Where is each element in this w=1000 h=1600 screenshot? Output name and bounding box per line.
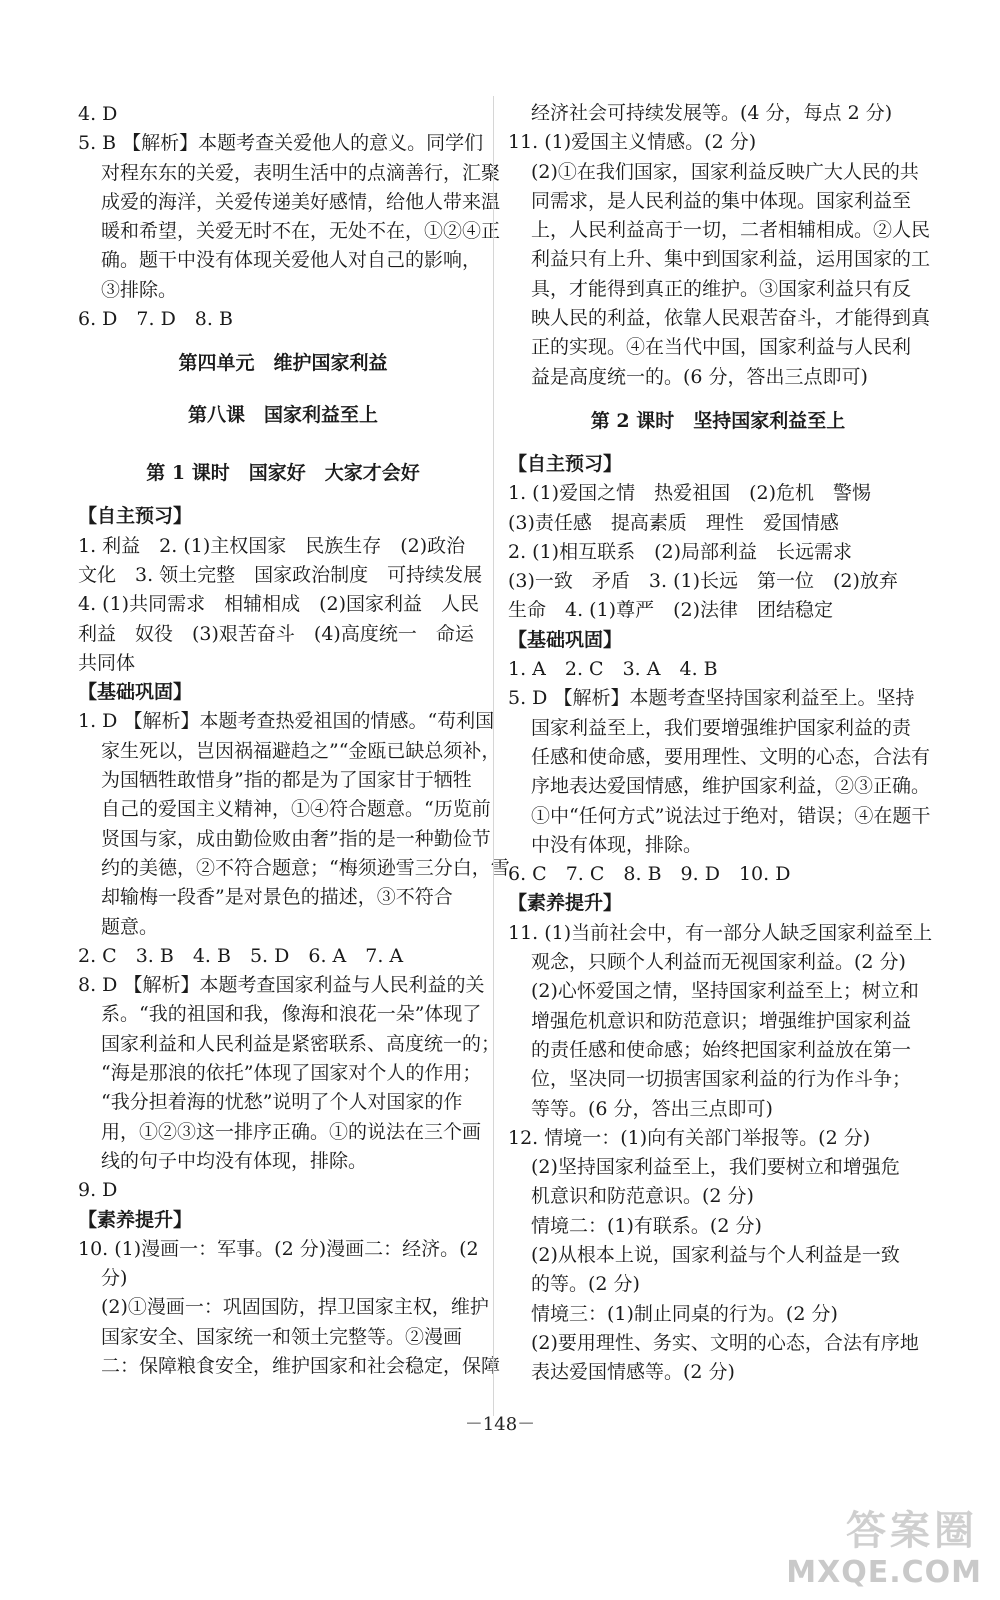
text-line: 机意识和防范意识。(2 分) xyxy=(531,1185,754,1208)
right-column xyxy=(508,99,933,1387)
text-line: 增强危机意识和防范意识；增强维护国家利益 xyxy=(531,1009,912,1032)
text-line: 10. (1)漫画一：军事。(2 分)漫画二：经济。(2 xyxy=(78,1237,479,1260)
text-line: 正的实现。④在当代中国，国家利益与人民利 xyxy=(531,336,912,359)
text-line: 用，①②③这一排序正确。①的说法在三个画 xyxy=(101,1120,482,1143)
text-line: 1. 利益 2. (1)主权国家 民族生存 (2)政治 xyxy=(78,534,466,557)
watermark-logo: 答案圈 xyxy=(846,1508,978,1554)
text-line: 1. D 【解析】本题考查热爱祖国的情感。“苟利国 xyxy=(78,710,495,733)
text-line: (2)①在我们国家，国家利益反映广大人民的共 xyxy=(531,160,919,183)
text-line: 经济社会可持续发展等。(4 分，每点 2 分) xyxy=(531,102,893,124)
text-line: 约的美德，②不符合题意；“梅须逊雪三分白，雪 xyxy=(101,856,510,879)
text-line: 序地表达爱国情感，维护国家利益，②③正确。 xyxy=(531,775,931,798)
text-line: 对程东东的关爱，表明生活中的点滴善行，汇聚 xyxy=(101,161,501,184)
text-line: 暖和希望，关爱无时不在，无处不在，①②④正 xyxy=(101,220,501,243)
text-line: (2)要用理性、务实、文明的心态，合法有序地 xyxy=(531,1331,919,1354)
text-line: 的责任感和使命感；始终把国家利益放在第一 xyxy=(531,1038,912,1061)
text-line: 成爱的海洋，关爱传递美好感情，给他人带来温 xyxy=(101,190,501,213)
page-number: －148－ xyxy=(464,1414,536,1435)
text-line: 却输梅一段香”是对景色的描述，③不符合 xyxy=(101,886,453,909)
text-line: 1. (1)爱国之情 热爱祖国 (2)危机 警惕 xyxy=(508,482,871,505)
text-line: (3)一致 矛盾 3. (1)长远 第一位 (2)放弃 xyxy=(508,570,898,593)
text-line: 2. C 3. B 4. B 5. D 6. A 7. A xyxy=(78,944,404,967)
text-line: 自己的爱国主义精神，①④符合题意。“历览前 xyxy=(101,798,491,821)
text-line: 9. D xyxy=(78,1179,118,1202)
text-line: 11. (1)当前社会中，有一部分人缺乏国家利益至上 xyxy=(508,921,933,944)
section-heading: 【基础巩固】 xyxy=(508,628,623,651)
text-line: 8. D 【解析】本题考查国家利益与人民利益的关 xyxy=(78,974,485,997)
text-line: 情境三：(1)制止同桌的行为。(2 分) xyxy=(531,1302,838,1325)
text-line: (2)心怀爱国之情，坚持国家利益至上；树立和 xyxy=(531,980,919,1003)
text-line: 确。题干中没有体现关爱他人对自己的影响， xyxy=(101,249,482,272)
text-line: 文化 3. 领土完整 国家政治制度 可持续发展 xyxy=(78,563,483,586)
text-line: 6. D 7. D 8. B xyxy=(78,308,233,331)
text-line: 同需求，是人民利益的集中体现。国家利益至 xyxy=(531,189,912,212)
text-line: 1. A 2. C 3. A 4. B xyxy=(508,658,718,681)
section-title: 第四单元 维护国家利益 xyxy=(178,352,388,375)
section-heading: 【素养提升】 xyxy=(78,1208,193,1231)
left-column xyxy=(78,100,510,1381)
text-line: 线的句子中均没有体现，排除。 xyxy=(101,1149,368,1172)
text-line: 2. (1)相互联系 (2)局部利益 长远需求 xyxy=(508,540,852,563)
text-line: (2)从根本上说，国家利益与个人利益是一致 xyxy=(531,1243,900,1266)
text-line: 利益只有上升、集中到国家利益，运用国家的工 xyxy=(531,248,931,271)
text-line: 观念，只顾个人利益而无视国家利益。(2 分) xyxy=(531,951,906,974)
text-line: 12. 情境一：(1)向有关部门举报等。(2 分) xyxy=(508,1126,871,1149)
text-line: 4. D xyxy=(78,103,118,125)
text-line: 家生死以，岂因祸福避趋之”“金瓯已缺总须补， xyxy=(101,739,501,762)
text-line: 共同体 xyxy=(78,651,136,674)
watermark-url: MXQE.COM xyxy=(786,1555,982,1590)
text-line: “海是那浪的依托”体现了国家对个人的作用； xyxy=(101,1062,482,1085)
text-line: “我分担着海的忧愁”说明了个人对国家的作 xyxy=(101,1091,463,1114)
text-line: 5. B 【解析】本题考查关爱他人的意义。同学们 xyxy=(78,132,484,155)
text-line: 6. C 7. C 8. B 9. D 10. D xyxy=(508,863,791,886)
section-title: 第 2 课时 坚持国家利益至上 xyxy=(590,409,846,432)
text-line: 任感和使命感，要用理性、文明的心态，合法有 xyxy=(531,745,931,768)
text-line: 11. (1)爱国主义情感。(2 分) xyxy=(508,131,757,154)
text-line: 等等。(6 分，答出三点即可) xyxy=(531,1097,773,1120)
text-line: 为国牺牲敢惜身”指的都是为了国家甘于牺牲 xyxy=(101,769,472,792)
text-line: 情境二：(1)有联系。(2 分) xyxy=(531,1214,762,1237)
text-line: 益是高度统一的。(6 分，答出三点即可) xyxy=(531,365,868,388)
text-line: 上，人民利益高于一切，二者相辅相成。②人民 xyxy=(531,219,931,242)
text-line: 表达爱国情感等。(2 分) xyxy=(531,1361,735,1384)
text-line: 国家安全、国家统一和领土完整等。②漫画 xyxy=(101,1325,463,1348)
column-divider xyxy=(493,96,494,1416)
text-line: 分) xyxy=(101,1267,128,1290)
section-title: 第八课 国家利益至上 xyxy=(187,404,378,427)
text-line: 中没有体现，排除。 xyxy=(531,833,703,856)
text-line: 二：保障粮食安全，维护国家和社会稳定，保障 xyxy=(101,1354,501,1377)
text-line: (2)坚持国家利益至上，我们要树立和增强危 xyxy=(531,1156,900,1179)
section-title: 第 1 课时 国家好 大家才会好 xyxy=(146,462,420,485)
section-heading: 【自主预习】 xyxy=(78,505,193,528)
text-line: 生命 4. (1)尊严 (2)法律 团结稳定 xyxy=(508,599,833,622)
section-heading: 【素养提升】 xyxy=(508,892,623,915)
text-line: 题意。 xyxy=(101,915,159,938)
section-heading: 【自主预习】 xyxy=(508,452,623,475)
text-line: 国家利益和人民利益是紧密联系、高度统一的； xyxy=(101,1032,501,1055)
text-line: 具，才能得到真正的维护。③国家利益只有反 xyxy=(531,277,912,300)
text-line: ①中“任何方式”说法过于绝对，错误；④在题干 xyxy=(531,804,931,827)
text-line: 贤国与家，成由勤俭败由奢”指的是一种勤俭节 xyxy=(101,827,491,850)
text-line: 4. (1)共同需求 相辅相成 (2)国家利益 人民 xyxy=(78,593,479,616)
text-line: (2)①漫画一：巩固国防，捍卫国家主权，维护 xyxy=(101,1296,489,1319)
watermark xyxy=(782,1498,982,1590)
text-line: 利益 奴役 (3)艰苦奋斗 (4)高度统一 命运 xyxy=(78,622,474,645)
text-line: 位，坚决同一切损害国家利益的行为作斗争； xyxy=(531,1068,912,1091)
text-line: 5. D 【解析】本题考查坚持国家利益至上。坚持 xyxy=(508,687,915,710)
text-line: ③排除。 xyxy=(101,278,178,301)
text-line: 的等。(2 分) xyxy=(531,1273,640,1296)
text-line: 映人民的利益，依靠人民艰苦奋斗，才能得到真 xyxy=(531,307,931,330)
section-heading: 【基础巩固】 xyxy=(78,681,193,704)
text-line: (3)责任感 提高素质 理性 爱国情感 xyxy=(508,511,839,534)
text-line: 系。“我的祖国和我，像海和浪花一朵”体现了 xyxy=(101,1003,482,1026)
text-line: 国家利益至上，我们要增强维护国家利益的责 xyxy=(531,716,912,739)
